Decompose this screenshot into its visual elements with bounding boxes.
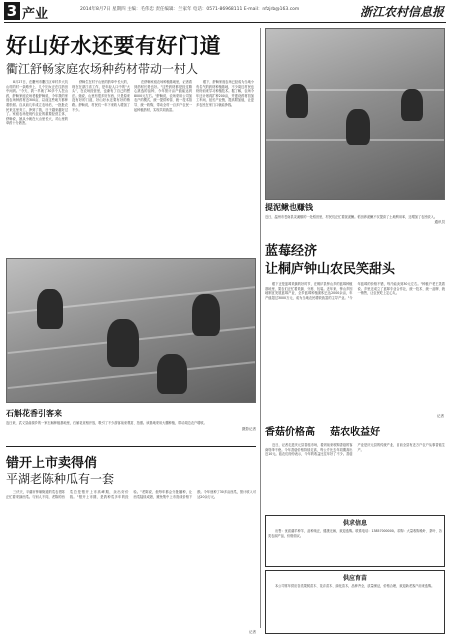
lead-subhead: 衢江舒畅家庭农场种药材带动一村人 xyxy=(6,62,199,76)
mid-article-subhead: 平湖老陈种瓜有一套 xyxy=(6,472,115,486)
supply-box-title: 供求信息 xyxy=(342,520,367,527)
lead-body-col2: 舒畅生在村子山里的药草中长大的，现在在浙江省工作，是年轻人口中的"大头"，在农场经营里，也渐有了自己的想法。她说，山里有很多好东西，只是原来没有好的门道，好山好水还要有好的销路。舒畅说，村民们一年下来收入增加了不少。 xyxy=(72,80,130,112)
mid-article-rule xyxy=(6,446,256,447)
prices-box xyxy=(265,420,445,512)
masthead-info: 2014年8月7日 星期四 主编：毛伟忠 责任编辑：兰家年 电话：0571-86968111 E-mail：nfzjrb@163.com xyxy=(80,7,300,12)
newspaper-logo: 浙江农村信息报 xyxy=(359,5,444,19)
column-divider xyxy=(260,28,261,628)
right-photo-caption-block xyxy=(265,202,445,225)
main-photo-caption-block xyxy=(6,408,256,432)
lead-body-col3: 在舒畅家庭农场种植基地里，记者看到药材长势良好。"这些药材都是经过精心挑选的品种，今年预计亩产值能达到8000元左右。"舒畅说，农场采用公司加农户的模式，统一提供种苗、统一技术指导、统一收购，带动全村一百多户农民一起种植药材，实现共同致富。 xyxy=(134,80,192,112)
masthead-rule xyxy=(4,22,446,23)
right-article-headline-1: 蓝莓经济 xyxy=(265,244,318,259)
right-article-body: 眼下正是蓝莓采摘的好时节，在桐庐县钟山乡的蓝莓种植基地里，果农们正忙着采摘、分拣、包装。近年来，钟山乡因地制宜发展蓝莓产业，全乡蓝莓种植面积已达2000余亩，年产值超过3000万元，成为当地农民增收致富的主导产业。"今年蓝莓的价格不错，每斤能卖到30元左右。"种植户老王笑着说。乡里还成立了蓝莓专业合作社，统一技术、统一品牌、统一销售，让农民吃上定心丸。 xyxy=(265,282,445,300)
main-photo-caption: 连日来，武义县俞源乡的一家石斛种植基地里，石斛花竞相开放，吸引了不少游客前来观赏、拍照。该基地采用大棚种植，带动周边农户增收。 xyxy=(6,421,207,425)
mid-article-byline: 记者 xyxy=(249,630,256,634)
main-photo xyxy=(6,258,256,403)
prices-tag-2: 菇农收益好 xyxy=(330,427,381,438)
right-article-byline: 记者 xyxy=(437,414,444,418)
page-number: 3 xyxy=(4,2,20,20)
right-article-headline-2: 让桐庐钟山农民笑甜头 xyxy=(265,262,396,277)
right-photo xyxy=(265,28,445,200)
mid-article-body: 三伏天，平湖市钟埭街道的瓜农老陈正忙着采摘西瓜。与别人不同，老陈的西瓜总是错开上市高峰期，卖出好价钱。"错开上市期，是我种瓜多年的经验。"老陈说，他每年都会分批播种，让西瓜陆续成熟，避免集中上市造成价格下跌。今年他种了30多亩西瓜，预计收入可达20余万元。 xyxy=(6,490,256,499)
ads-box-body: 本公司常年供应各类果树苗木、花卉苗木、绿化苗木，品种齐全，质量保证，价格合理，欢迎新老客户前来选购。 xyxy=(275,584,435,588)
ads-box-title: 供应育苗 xyxy=(342,575,367,582)
prices-tag-1: 香菇价格高 xyxy=(265,427,315,438)
right-photo-caption-title: 提泥鳅也赚钱 xyxy=(265,203,313,212)
right-photo-credit: 通讯员 xyxy=(434,219,445,224)
supply-box-body: 出售：优质湖羊种羊，品种纯正，健康无病，欢迎选购。联系电话：13857000000。求购：大量收购桑叶、茶叶、各类农副产品，价格面议。 xyxy=(268,529,442,538)
lead-body-col4: 眼下，舒畅家庭农场已经成为当地小有名气的药材种植基地，不少周边村民也纷纷前来学习种植技术。据了解，农场今年还计划再扩种200亩，并建设药材初加工车间，延长产业链，提高附加值，让更多农民在家门口就能挣钱。 xyxy=(196,80,254,107)
right-photo-caption: 近日，温州市苍南县灵溪镇的一处稻田里，村民们正忙着捉泥鳅。稻田养泥鳅不仅提高了土地利用率，还增加了农民收入。 xyxy=(265,215,438,219)
main-photo-caption-title: 石斛花香引客来 xyxy=(6,409,62,418)
supply-box xyxy=(265,515,445,567)
main-photo-credit: 摄影记者 xyxy=(242,426,256,431)
section-title: 产业 xyxy=(22,7,49,22)
lead-body-col1: 8月27日，在衢州市衢江区举村乡大坑山村的村一条路旁上，几个妇女正在往药田中间到。"今天，我一早就了30多个人挖山药，舒畅家庭农场老板舒畅说，今年我的家庭农场种药材近300亩，以前这些地方都种着松树。自从前几年成立农场后，一批批农民来这里务工，挣到了钱，日子越来越好过了。家庭农场是现代农业的重要经营主体，舒畅说，她从小就在大山里长大，对山里的草药十分熟悉。 xyxy=(6,80,68,126)
mid-article-headline: 错开上市卖得俏 xyxy=(6,456,98,471)
prices-body: 近日，记者走进庆元县香菇市场，看到前来收购香菇的客商络绎不绝。今年香菇价格持续走高，每公斤比去年同期高出近10元。菇农们纷纷表示，今年的收益比往年好了不少。香菇产业是庆元县的传统产业，目前全县有近万户农户从事香菇生产。 xyxy=(265,443,445,457)
lead-headline: 好山好水还要有好门道 xyxy=(6,34,221,58)
ads-box xyxy=(265,570,445,634)
